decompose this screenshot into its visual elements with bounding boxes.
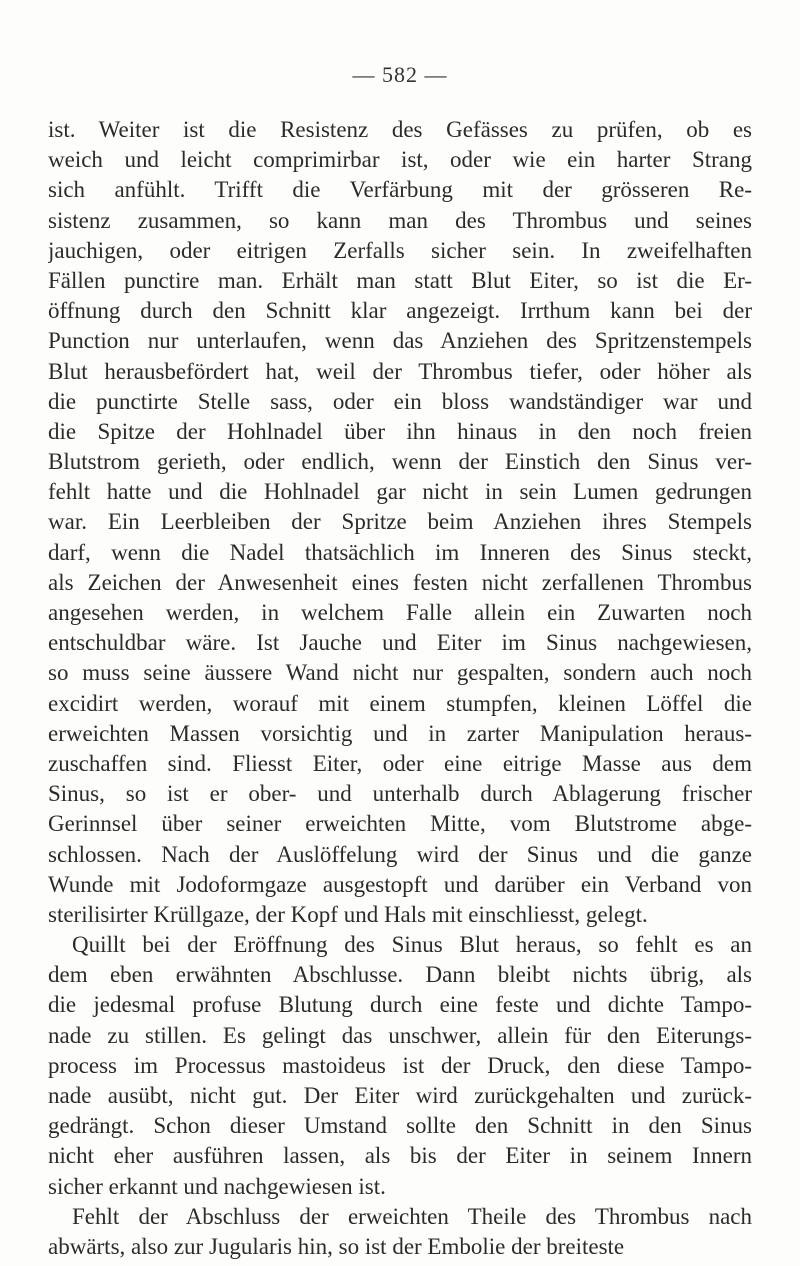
text-line: erweichten Massen vorsichtig und in zarter Manipulation heraus- xyxy=(48,720,752,746)
text-line: Wunde mit Jodoformgaze ausgestopft und darüber ein Verband von xyxy=(48,871,752,897)
text-line: process im Processus mastoideus ist der Druck, den diese Tampo- xyxy=(48,1052,752,1078)
text-line: angesehen werden, in welchem Falle allein ein Zuwarten noch xyxy=(48,600,752,625)
text-line: nicht eher ausführen lassen, als bis der Eiter in seinem Innern xyxy=(48,1143,752,1169)
text-line: so muss seine äussere Wand nicht nur gespalten, sondern auch noch xyxy=(48,660,752,686)
text-line: nade zu stillen. Es gelingt das unschwer, allein für den Eiterungs- xyxy=(48,1022,752,1048)
text-line: Fehlt der Abschluss der erweichten Theile des Thrombus nach xyxy=(72,1203,752,1229)
text-line: dem eben erwähnten Abschlusse. Dann bleibt nichts übrig, als xyxy=(48,962,752,988)
text-line: sterilisirter Krüllgaze, der Kopf und Hals mit einschliesst, gelegt. xyxy=(48,901,648,927)
text-line: zuschaffen sind. Fliesst Eiter, oder eine eitrige Masse aus dem xyxy=(48,750,752,776)
text-line: Fällen punctire man. Erhält man statt Blut Eiter, so ist die Er- xyxy=(48,267,752,293)
text-line: abwärts, also zur Jugularis hin, so ist der Embolie der breiteste xyxy=(48,1233,625,1259)
text-line: fehlt hatte und die Hohlnadel gar nicht in sein Lumen gedrungen xyxy=(48,479,752,505)
text-line: sich anfühlt. Trifft die Verfärbung mit der grösseren Re- xyxy=(48,177,752,203)
text-line: entschuldbar wäre. Ist Jauche und Eiter im Sinus nachgewiesen, xyxy=(48,630,752,656)
text-line: die jedesmal profuse Blutung durch eine feste und dichte Tampo- xyxy=(48,992,752,1018)
text-line: Blut herausbefördert hat, weil der Thrombus tiefer, oder höher als xyxy=(48,358,752,384)
text-line: sicher erkannt und nachgewiesen ist. xyxy=(48,1173,386,1199)
text-line: jauchigen, oder eitrigen Zerfalls sicher sein. In zweifelhaften xyxy=(48,237,752,263)
text-line: weich und leicht comprimirbar ist, oder wie ein harter Strang xyxy=(48,147,752,173)
text-line: gedrängt. Schon dieser Umstand sollte den Schnitt in den Sinus xyxy=(48,1113,752,1139)
text-line: excidirt werden, worauf mit einem stumpfen, kleinen Löffel die xyxy=(48,690,752,716)
text-line: öffnung durch den Schnitt klar angezeigt. Irrthum kann bei der xyxy=(48,298,752,324)
text-line: Quillt bei der Eröffnung des Sinus Blut heraus, so fehlt es an xyxy=(72,932,752,958)
text-line: als Zeichen der Anwesenheit eines festen nicht zerfallenen Thrombus xyxy=(48,569,752,595)
text-line: ist. Weiter ist die Resistenz des Gefässes zu prüfen, ob es xyxy=(48,117,752,142)
text-line: die Spitze der Hohlnadel über ihn hinaus in den noch freien xyxy=(48,418,752,444)
text-line: darf, wenn die Nadel thatsächlich im Inneren des Sinus steckt, xyxy=(48,539,752,565)
body-text xyxy=(48,115,752,1262)
text-line: war. Ein Leerbleiben der Spritze beim Anziehen ihres Stempels xyxy=(48,509,752,535)
text-line: die punctirte Stelle sass, oder ein bloss wandständiger war und xyxy=(48,388,752,414)
text-line: Gerinnsel über seiner erweichten Mitte, vom Blutstrome abge- xyxy=(48,811,752,837)
text-line: Punction nur unterlaufen, wenn das Anziehen des Spritzenstempels xyxy=(48,328,752,354)
text-line: Blutstrom gerieth, oder endlich, wenn der Einstich den Sinus ver- xyxy=(48,449,752,475)
text-line: sistenz zusammen, so kann man des Thrombus und seines xyxy=(48,207,752,233)
text-line: Sinus, so ist er ober- und unterhalb durch Ablagerung frischer xyxy=(48,781,752,807)
text-line: nade ausübt, nicht gut. Der Eiter wird zurückgehalten und zurück- xyxy=(48,1083,752,1108)
page-number: — 582 — xyxy=(352,62,448,87)
text-line: schlossen. Nach der Auslöffelung wird der Sinus und die ganze xyxy=(48,841,752,867)
